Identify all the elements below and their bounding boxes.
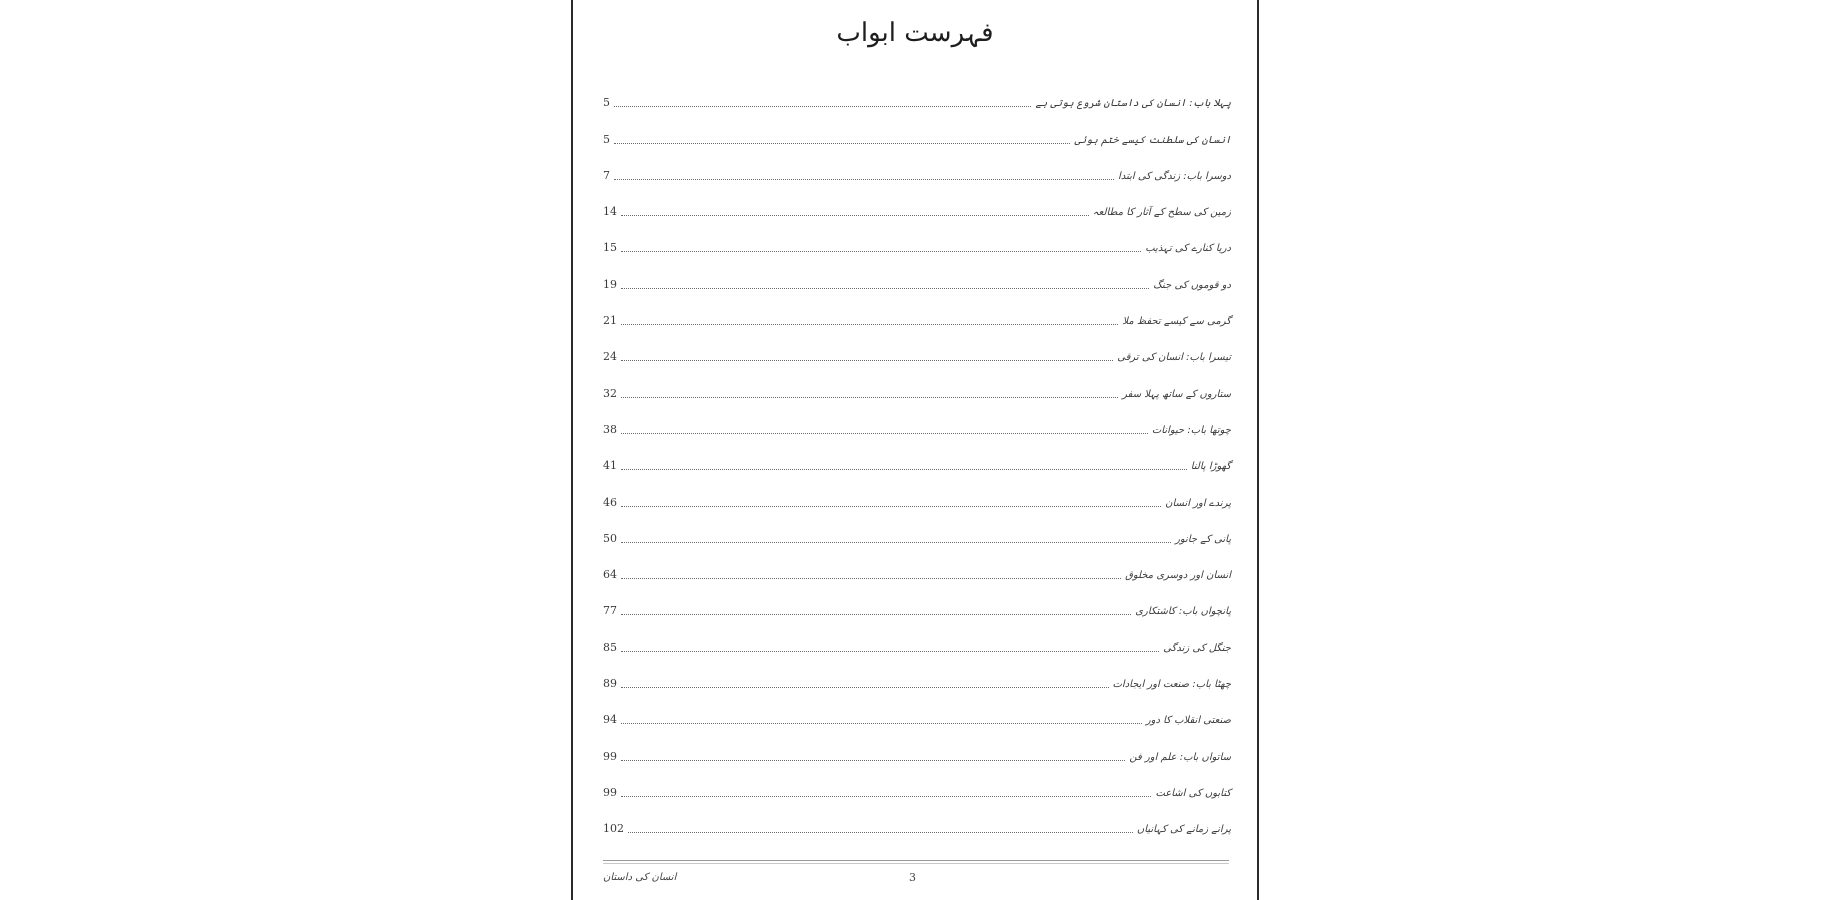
toc-entry-label: دوسرا باب: زندگی کی ابتدا [1118, 170, 1231, 182]
dot-leader [621, 506, 1161, 507]
toc-entry[interactable] [603, 556, 1231, 592]
toc-page-number: 5 [603, 132, 610, 146]
toc-page-number: 41 [603, 459, 617, 473]
dot-leader [621, 723, 1142, 724]
toc-page-number: 99 [603, 749, 617, 763]
toc-entry[interactable] [603, 265, 1231, 301]
toc-entry-label: ساتواں باب: علم اور فن [1129, 751, 1231, 763]
toc-entry-label: کتابوں کی اشاعت [1155, 787, 1231, 799]
toc-entry[interactable] [603, 810, 1231, 846]
footer-divider [603, 863, 1229, 864]
toc-entry-label: انسان اور دوسری مخلوق [1125, 570, 1231, 582]
dot-leader [621, 542, 1171, 543]
toc-entry-label: جنگل کی زندگی [1163, 642, 1231, 654]
dot-leader [621, 651, 1159, 652]
toc-page-number: 32 [603, 386, 617, 400]
toc-entry-label: پانچواں باب: کاشتکاری [1135, 606, 1231, 618]
toc-entry-label: گھوڑا پالنا [1190, 461, 1231, 473]
dot-leader [621, 614, 1131, 615]
toc-page-number: 64 [603, 568, 617, 582]
toc-entry[interactable] [603, 628, 1231, 664]
dot-leader [614, 106, 1031, 107]
toc-page-number: 77 [603, 604, 617, 618]
footer-book-title: انسان کی داستان [603, 872, 677, 883]
toc-entry-label: پرندے اور انسان [1165, 497, 1231, 509]
toc-page-number: 46 [603, 495, 617, 509]
toc-entry-label: چوتھا باب: حیوانات [1151, 424, 1231, 436]
dot-leader [621, 578, 1121, 579]
dot-leader [614, 179, 1114, 180]
toc-page-number: 89 [603, 677, 617, 691]
toc-entry[interactable] [603, 302, 1231, 338]
dot-leader [621, 687, 1109, 688]
toc-entry-label: دو قوموں کی جنگ [1153, 279, 1231, 291]
toc-entry[interactable] [603, 737, 1231, 773]
toc-entry[interactable] [603, 447, 1231, 483]
toc-entry[interactable] [603, 483, 1231, 519]
toc-entry[interactable] [603, 411, 1231, 447]
toc-entry[interactable] [603, 520, 1231, 556]
dot-leader [614, 143, 1070, 144]
document-page [571, 0, 1259, 900]
dot-leader [621, 324, 1118, 325]
dot-leader [621, 433, 1148, 434]
toc-entry[interactable] [603, 84, 1231, 120]
toc-entry-label: پرانے زمانے کی کہانیاں [1136, 824, 1231, 836]
toc-entry-label: صنعتی انقلاب کا دور [1145, 715, 1231, 727]
toc-entry[interactable] [603, 374, 1231, 410]
toc-page-number: 15 [603, 241, 617, 255]
dot-leader [621, 288, 1149, 289]
toc-page-number: 24 [603, 350, 617, 364]
toc-entry-label: تیسرا باب: انسان کی ترقی [1117, 352, 1231, 364]
dot-leader [621, 215, 1089, 216]
page-title: فہرست ابواب [836, 18, 994, 48]
toc-entry[interactable] [603, 229, 1231, 265]
toc-page-number: 50 [603, 531, 617, 545]
toc-page-number: 38 [603, 422, 617, 436]
toc-page-number: 102 [603, 822, 624, 836]
dot-leader [621, 796, 1151, 797]
toc-page-number: 94 [603, 713, 617, 727]
toc-page-number: 14 [603, 205, 617, 219]
dot-leader [621, 251, 1141, 252]
toc-entry-label: پانی کے جانور [1175, 533, 1231, 545]
toc-entry-label: ستاروں کے ساتھ پہلا سفر [1122, 388, 1231, 400]
toc-page-number: 21 [603, 314, 617, 328]
dot-leader [628, 832, 1133, 833]
toc-entry-label: دریا کنارے کی تہذیب [1145, 243, 1231, 255]
toc-entry-label: چھٹا باب: صنعت اور ایجادات [1112, 679, 1231, 691]
dot-leader [621, 469, 1187, 470]
toc-entry[interactable] [603, 338, 1231, 374]
toc-entry[interactable] [603, 120, 1231, 156]
toc-entry[interactable] [603, 665, 1231, 701]
toc-entry[interactable] [603, 193, 1231, 229]
toc-entry-label: زمین کی سطح کے آثار کا مطالعہ [1092, 207, 1231, 219]
toc-page-number: 85 [603, 640, 617, 654]
dot-leader [621, 360, 1113, 361]
dot-leader [621, 760, 1125, 761]
toc-page-number: 99 [603, 785, 617, 799]
footer-divider [603, 860, 1229, 861]
dot-leader [621, 397, 1118, 398]
footer-page-number: 3 [909, 871, 916, 884]
toc-entry-label: گرمی سے کیسے تحفظ ملا [1122, 316, 1231, 328]
toc-page-number: 5 [603, 96, 610, 110]
toc-entry-label: انسان کی سلطنت کیسے ختم ہوئی [1074, 134, 1231, 146]
toc-entry[interactable] [603, 592, 1231, 628]
toc-entry[interactable] [603, 157, 1231, 193]
toc-entry-label: پہلا باب: انسان کی داستان شروع ہوتی ہے [1035, 98, 1231, 110]
toc-entry[interactable] [603, 774, 1231, 810]
table-of-contents [603, 84, 1231, 846]
toc-page-number: 7 [603, 168, 610, 182]
toc-page-number: 19 [603, 277, 617, 291]
toc-entry[interactable] [603, 701, 1231, 737]
